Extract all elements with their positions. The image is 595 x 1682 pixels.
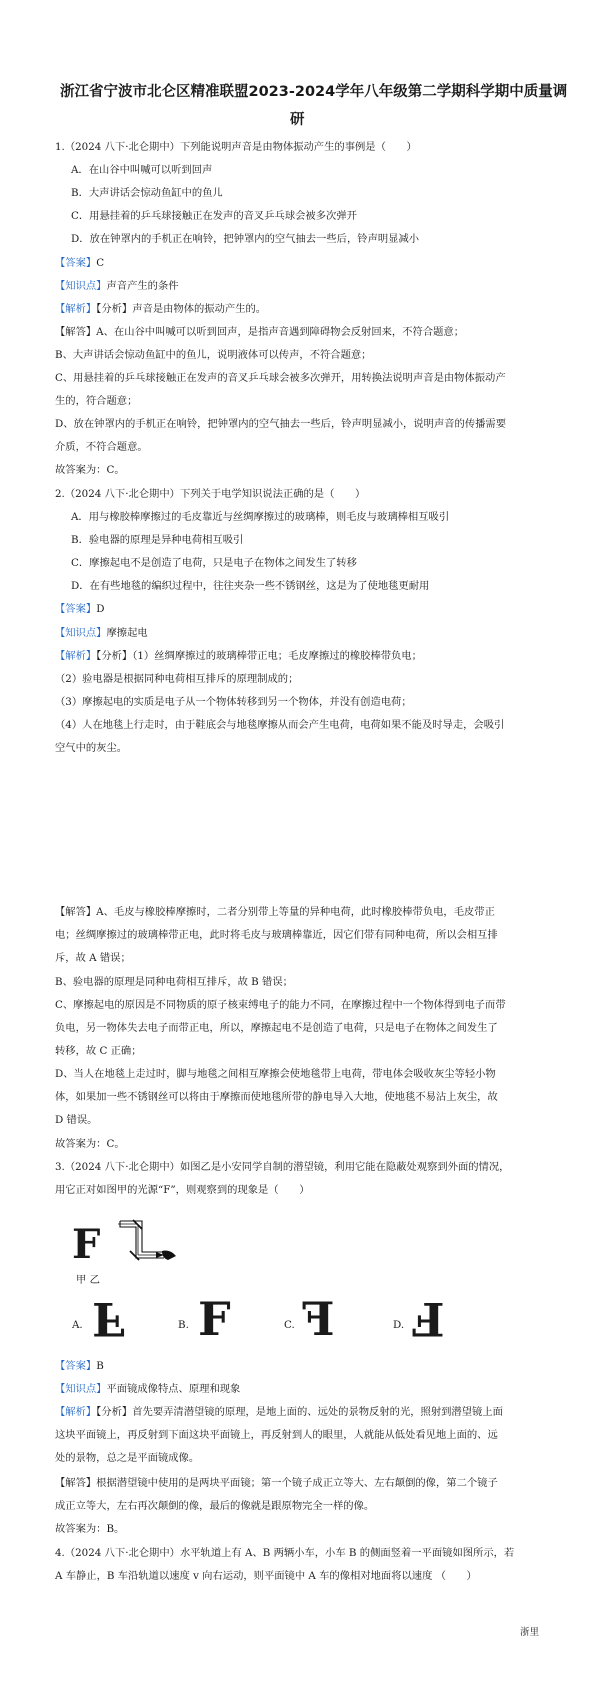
- analysis-tag: 【解析】: [55, 650, 97, 662]
- page-title: 浙江省宁波市北仑区精准联盟2023-2024学年八年级第二学期科学期中质量调: [60, 84, 568, 100]
- q1-final-answer: 故答案为：C。: [55, 464, 125, 476]
- q1-solution-line: 介质，不符合题意。: [55, 441, 148, 453]
- q1-solution-line: B、大声讲话会惊动鱼缸中的鱼儿，说明液体可以传声，不符合题意；: [55, 349, 372, 361]
- q2-option-a: A．用与橡胶棒摩擦过的毛皮靠近与丝绸摩擦过的玻璃棒，则毛皮与玻璃棒相互吸引: [71, 511, 450, 523]
- q3-option-b-glyph: F: [198, 1292, 231, 1346]
- q2-solution-line: 负电，另一物体失去电子而带正电，所以，摩擦起电不是创造了电荷，只是电子在物体之间发生了: [55, 1022, 498, 1034]
- q4-stem-line: A 车静止，B 车沿轨道以速度 v 向右运动，则平面镜中 A 车的像相对地面将以速度 （ ）: [55, 1570, 477, 1582]
- q2-solution-line: 【解答】A、毛皮与橡胶棒摩擦时，二者分别带上等量的异种电荷，此时橡胶棒带负电，毛皮带正: [55, 906, 495, 918]
- q2-stem: 2.（2024 八下·北仑期中）下列关于电学知识说法正确的是（ ）: [55, 488, 366, 500]
- q4-stem: 4.（2024 八下·北仑期中）水平轨道上有 A、B 两辆小车，小车 B 的侧面竖着一平面镜如图所示，若: [55, 1547, 515, 1559]
- q3-option-d-glyph: F: [412, 1292, 445, 1346]
- q3-option-c-glyph: F: [302, 1292, 335, 1346]
- footer-mark: 浙里: [520, 1627, 540, 1638]
- q3-option-a-glyph: F: [92, 1292, 125, 1346]
- q2-solution-line: B、验电器的原理是同种电荷相互排斥，故 B 错误；: [55, 976, 293, 988]
- q2-solution-line: D、当人在地毯上走过时，脚与地毯之间相互摩擦会使地毯带上电荷，带电体会吸收灰尘等轻小物: [55, 1068, 496, 1080]
- knowledge-value: 摩擦起电: [106, 627, 148, 639]
- analysis-text: 【分析】声音是由物体的振动产生的。: [96, 303, 267, 315]
- answer-value: B: [96, 1360, 104, 1372]
- q1-answer: [55, 256, 104, 270]
- figure-label: 甲 乙: [76, 1274, 100, 1286]
- q1-option-a: A．在山谷中叫喊可以听到回声: [71, 164, 213, 176]
- light-source-f: F: [72, 1221, 101, 1268]
- q2-solution-line: D 错误。: [55, 1114, 98, 1126]
- analysis-tag: 【解析】: [55, 303, 97, 315]
- q3-analysis-line: 这块平面镜上，再反射到下面这块平面镜上，再反射到人的眼里，人就能从低处看见地上面的、远: [55, 1429, 498, 1441]
- q2-option-b: B．验电器的原理是异种电荷相互吸引: [71, 534, 244, 546]
- q2-analysis-line: （2）验电器是根据同种电荷相互排斥的原理制成的；: [55, 673, 299, 685]
- analysis-text: 【分析】首先要弄清潜望镜的原理，是地上面的、远处的景物反射的光，照射到潜望镜上面: [96, 1406, 503, 1418]
- analysis-text: 【分析】（1）丝绸摩擦过的玻璃棒带正电；毛皮摩擦过的橡胶棒带负电；: [96, 650, 422, 662]
- q1-solution-line: D、放在钟罩内的手机正在响铃，把钟罩内的空气抽去一些后，铃声明显减小，说明声音的传播需要: [55, 418, 507, 430]
- answer-value: C: [96, 257, 105, 269]
- q2-solution-line: 电；丝绸摩擦过的玻璃棒带正电，此时将毛皮与玻璃棒靠近，因它们带有同种电荷，所以会相互排: [55, 929, 498, 941]
- q1-knowledge-point: [55, 279, 179, 293]
- q3-solution-line: 【解答】根据潜望镜中使用的是两块平面镜；第一个镜子成正立等大、左右颠倒的像，第二个镜子: [55, 1477, 498, 1489]
- q2-solution-line: 体，如果加一些不锈钢丝可以将由于摩擦而使地毯所带的静电导入大地，使地毯不易沾上灰尘，故: [55, 1091, 498, 1103]
- q2-option-d: D．在有些地毯的编织过程中，往往夹杂一些不锈钢丝，这是为了使地毯更耐用: [71, 580, 430, 592]
- knowledge-tag: 【知识点】: [55, 280, 107, 292]
- q1-option-b: B．大声讲话会惊动鱼缸中的鱼儿: [71, 187, 223, 199]
- answer-tag: 【答案】: [55, 257, 97, 269]
- q2-final-answer: 故答案为：C。: [55, 1138, 125, 1150]
- q2-analysis-line: （3）摩擦起电的实质是电子从一个物体转移到另一个物体，并没有创造电荷；: [55, 696, 412, 708]
- q3-answer: [55, 1359, 104, 1373]
- q1-stem: 1.（2024 八下·北仑期中）下列能说明声音是由物体振动产生的事例是（ ）: [55, 141, 417, 153]
- q2-option-c: C．摩擦起电不是创造了电荷，只是电子在物体之间发生了转移: [71, 557, 357, 569]
- page-title-cont: 研: [290, 112, 305, 128]
- q3-knowledge-point: [55, 1382, 240, 1396]
- q1-solution-line: C、用悬挂着的乒乓球接触正在发声的音叉乒乓球会被多次弹开，用转换法说明声音是由物体振动产: [55, 372, 506, 384]
- q3-analysis-line: 处的景物，总之是平面镜成像。: [55, 1452, 200, 1464]
- knowledge-value: 平面镜成像特点、原理和现象: [106, 1383, 241, 1395]
- q3-stem-line: 用它正对如图甲的光源“F”，则观察到的现象是（ ）: [55, 1184, 310, 1196]
- knowledge-value: 声音产生的条件: [106, 280, 179, 292]
- q3-option-d-label: D.: [393, 1319, 405, 1331]
- answer-value: D: [96, 603, 105, 615]
- q2-solution-line: 斥，故 A 错误；: [55, 952, 131, 964]
- q3-option-a-label: A.: [72, 1319, 83, 1331]
- q1-option-c: C．用悬挂着的乒乓球接触正在发声的音叉乒乓球会被多次弹开: [71, 210, 357, 222]
- knowledge-tag: 【知识点】: [55, 627, 107, 639]
- q1-analysis: [55, 302, 266, 316]
- answer-tag: 【答案】: [55, 1360, 97, 1372]
- q1-solution-line: 生的，符合题意；: [55, 395, 138, 407]
- analysis-tag: 【解析】: [55, 1406, 97, 1418]
- q2-answer: [55, 602, 104, 616]
- q3-final-answer: 故答案为：B。: [55, 1523, 125, 1535]
- q1-solution-line: 【解答】A、在山谷中叫喊可以听到回声，是指声音遇到障碍物会反射回来，不符合题意；: [55, 326, 465, 338]
- q3-option-c-label: C.: [284, 1319, 295, 1331]
- knowledge-tag: 【知识点】: [55, 1383, 107, 1395]
- answer-tag: 【答案】: [55, 603, 97, 615]
- q2-knowledge-point: [55, 626, 148, 640]
- eye-icon: [162, 1251, 176, 1260]
- q2-solution-line: C、摩擦起电的原因是不同物质的原子核束缚电子的能力不同，在摩擦过程中一个物体得到电子而带: [55, 999, 506, 1011]
- q3-option-b-label: B.: [178, 1319, 189, 1331]
- q2-analysis-line: 空气中的灰尘。: [55, 742, 128, 754]
- q2-analysis: [55, 649, 422, 663]
- periscope-diagram: [118, 1218, 182, 1266]
- q1-option-d: D．放在钟罩内的手机正在响铃，把钟罩内的空气抽去一些后，铃声明显减小: [71, 233, 420, 245]
- q3-analysis: [55, 1405, 503, 1419]
- q2-analysis-line: （4）人在地毯上行走时，由于鞋底会与地毯摩擦从而会产生电荷，电荷如果不能及时导走，会吸引: [55, 719, 505, 731]
- q3-stem: 3.（2024 八下·北仑期中）如图乙是小安同学自制的潜望镜，利用它能在隐蔽处观察到外面的情况，: [55, 1161, 510, 1173]
- q2-solution-line: 转移，故 C 正确；: [55, 1045, 142, 1057]
- q3-solution-line: 成正立等大，左右再次颠倒的像，最后的像就是跟原物完全一样的像。: [55, 1500, 375, 1512]
